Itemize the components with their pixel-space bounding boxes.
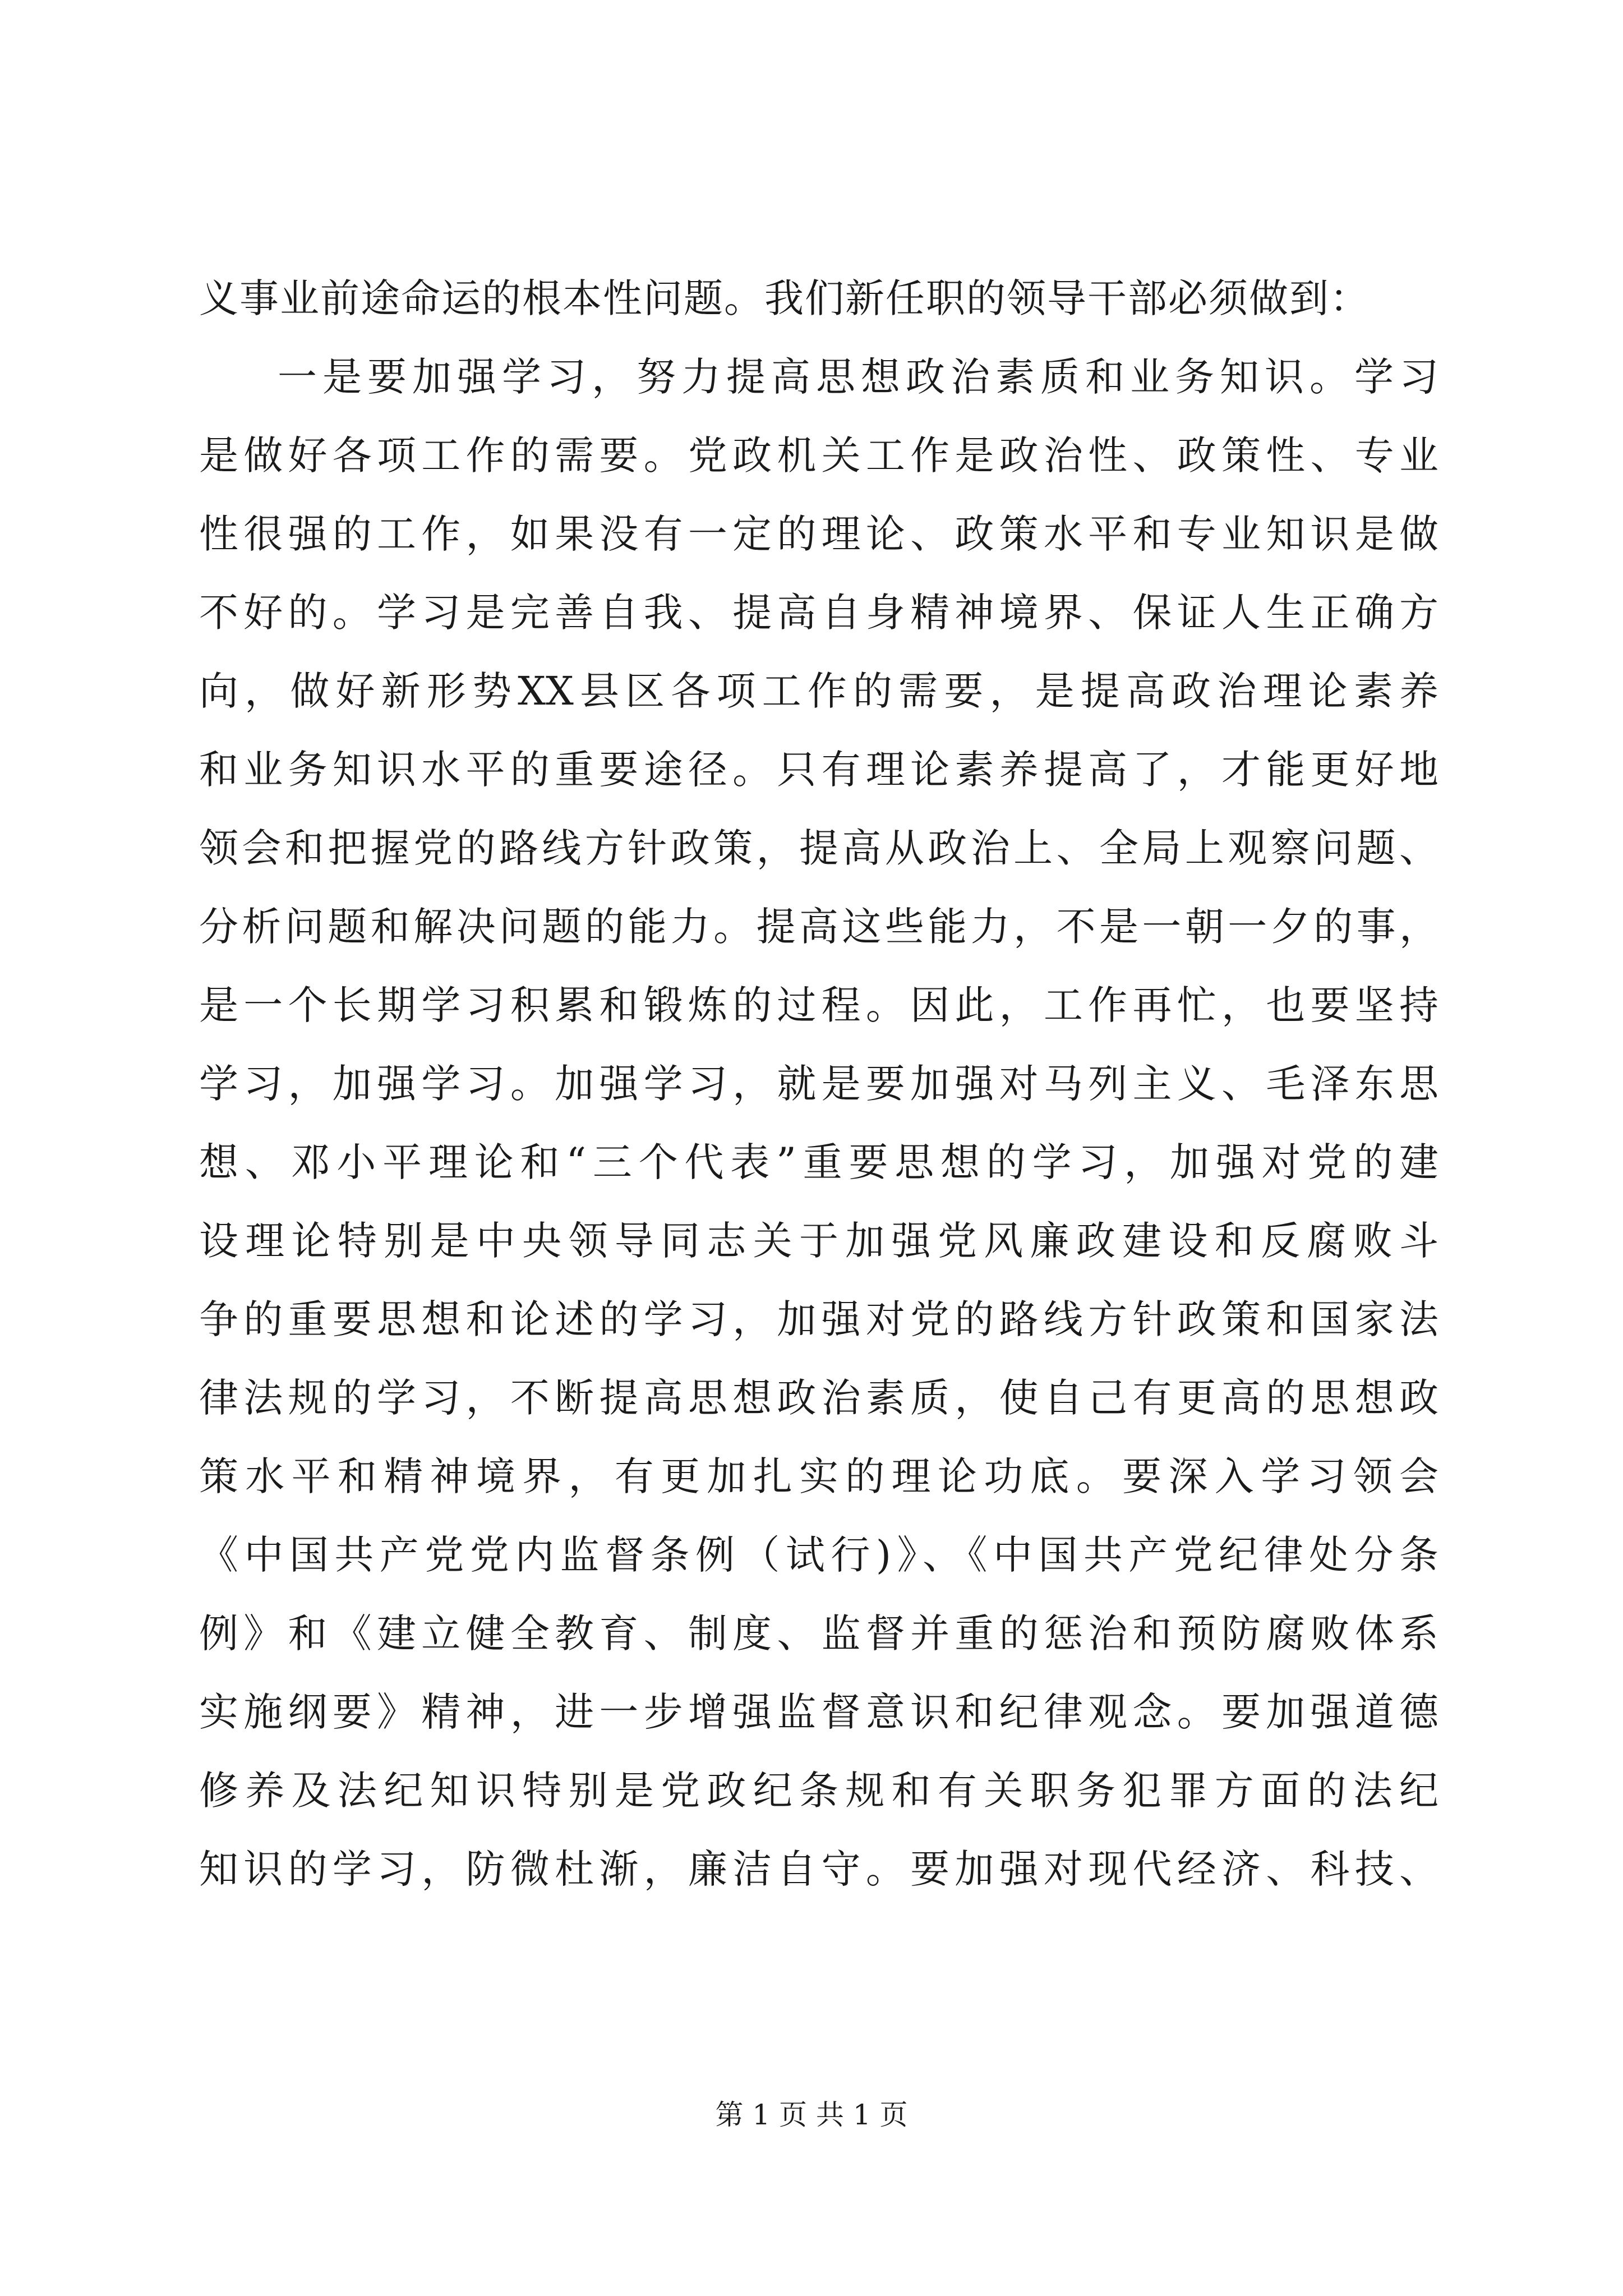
paragraph-line: 一是要加强学习，努力提高思想政治素质和业务知识。学习 <box>278 354 1438 400</box>
paragraph-line: 例》和《建立健全教育、制度、监督并重的惩治和预防腐败体系 <box>199 1611 1438 1657</box>
page-number-label: 第 1 页 共 1 页 <box>715 2099 908 2131</box>
paragraph-line: 向，做好新形势XX县区各项工作的需要，是提高政治理论素养 <box>199 668 1438 714</box>
document-body <box>199 259 1438 1908</box>
paragraph-line: 是一个长期学习积累和锻炼的过程。因此，工作再忙，也要坚持 <box>199 982 1438 1028</box>
paragraph-line: 律法规的学习，不断提高思想政治素质，使自己有更高的思想政 <box>199 1375 1438 1421</box>
page-footer <box>0 2095 1623 2134</box>
paragraph-line: 分析问题和解决问题的能力。提高这些能力，不是一朝一夕的事， <box>199 904 1438 950</box>
paragraph-line: 想、邓小平理论和“三个代表”重要思想的学习，加强对党的建 <box>199 1139 1438 1185</box>
paragraph-line: 领会和把握党的路线方针政策，提高从政治上、全局上观察问题、 <box>199 825 1438 871</box>
paragraph-line: 《中国共产党党内监督条例（试行)》、《中国共产党纪律处分条 <box>199 1532 1438 1578</box>
paragraph-line: 知识的学习，防微杜渐，廉洁自守。要加强对现代经济、科技、 <box>199 1846 1438 1892</box>
paragraph-line: 策水平和精神境界，有更加扎实的理论功底。要深入学习领会 <box>199 1453 1438 1499</box>
paragraph-line: 是做好各项工作的需要。党政机关工作是政治性、政策性、专业 <box>199 432 1438 478</box>
paragraph-line: 争的重要思想和论述的学习，加强对党的路线方针政策和国家法 <box>199 1296 1438 1342</box>
paragraph-line: 实施纲要》精神，进一步增强监督意识和纪律观念。要加强道德 <box>199 1689 1438 1735</box>
paragraph-line: 义事业前途命运的根本性问题。我们新任职的领导干部必须做到： <box>199 275 1370 321</box>
paragraph-line: 性很强的工作，如果没有一定的理论、政策水平和专业知识是做 <box>199 511 1438 557</box>
paragraph-line: 学习，加强学习。加强学习，就是要加强对马列主义、毛泽东思 <box>199 1061 1438 1107</box>
paragraph-line: 修养及法纪知识特别是党政纪条规和有关职务犯罪方面的法纪 <box>199 1768 1438 1814</box>
paragraph-line: 和业务知识水平的重要途径。只有理论素养提高了，才能更好地 <box>199 747 1438 793</box>
paragraph-line: 设理论特别是中央领导同志关于加强党风廉政建设和反腐败斗 <box>199 1218 1438 1264</box>
paragraph-line: 不好的。学习是完善自我、提高自身精神境界、保证人生正确方 <box>199 590 1438 636</box>
